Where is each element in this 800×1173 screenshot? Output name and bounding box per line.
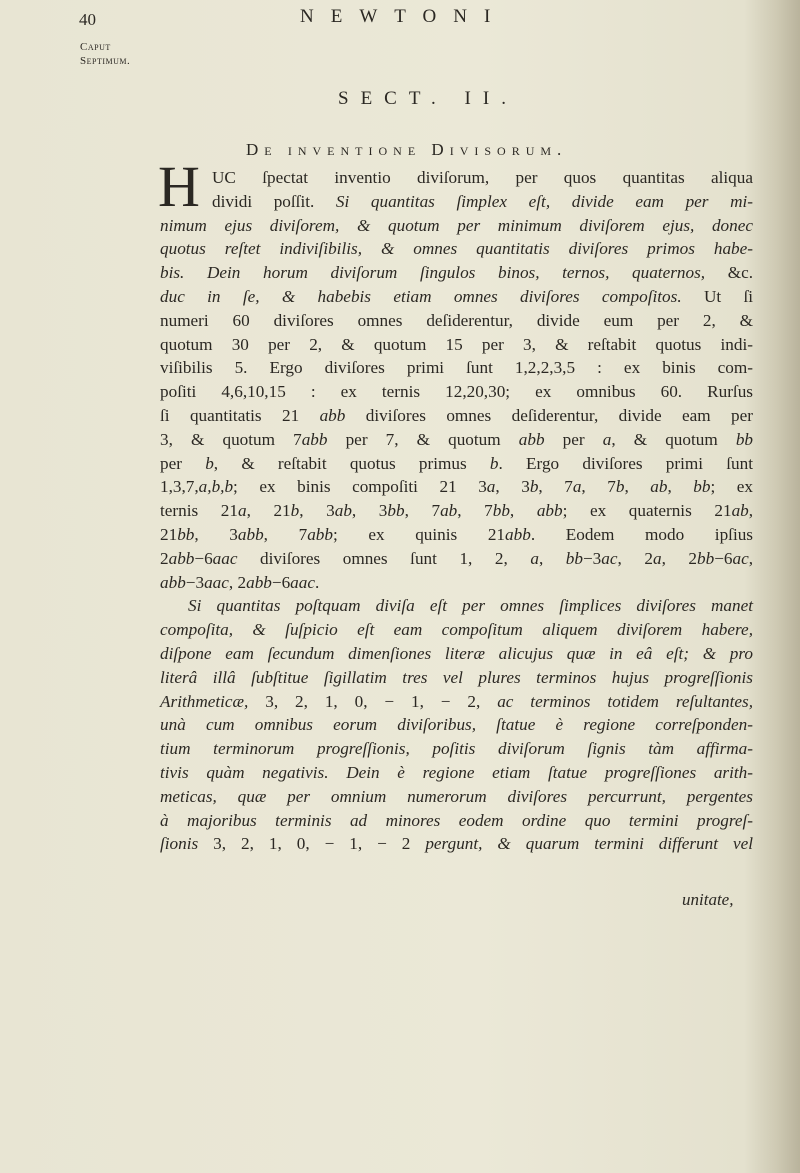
- roman-text: ,: [667, 477, 694, 497]
- margin-note-number: Septimum.: [80, 55, 131, 67]
- italic-text: ac: [601, 548, 618, 568]
- text-line: [160, 404, 753, 428]
- italic-text: a: [572, 477, 582, 497]
- text-line: [160, 237, 753, 261]
- italic-text: ab: [440, 501, 458, 521]
- text-line: [160, 785, 753, 809]
- text-line: [160, 832, 753, 856]
- italic-text: b: [290, 501, 300, 521]
- italic-text: ab: [650, 477, 668, 497]
- roman-text: viſibilis 5. Ergo diviſores primi ſunt 1,2,2,3,5 : ex binis com-: [160, 358, 753, 378]
- text-line: [160, 380, 753, 404]
- text-line: [160, 761, 753, 785]
- italic-text: a: [486, 477, 496, 497]
- text-line: [160, 428, 753, 452]
- text-line: [160, 809, 753, 833]
- italic-text: Si quantitas poſtquam diviſa eſt per omnes ſimplices diviſores manet: [188, 596, 753, 616]
- roman-text: diviſores omnes deſiderentur, divide eam per: [345, 405, 754, 425]
- roman-text: , 3: [194, 524, 238, 544]
- roman-text: , & quotum: [611, 429, 736, 449]
- italic-text: abb: [319, 405, 346, 425]
- italic-text: abb: [536, 501, 563, 521]
- roman-text: −6: [194, 548, 213, 568]
- roman-text: ternis 21: [160, 501, 238, 521]
- italic-text: ab: [731, 501, 749, 521]
- text-line: [160, 499, 753, 523]
- italic-text: bb: [387, 501, 405, 521]
- roman-text: quotum 30 per 2, & quotum 15 per 3, & reſtabit quotus indi-: [160, 334, 753, 354]
- text-line: [160, 166, 753, 190]
- roman-text: &c.: [705, 263, 753, 283]
- italic-text: a: [602, 429, 612, 449]
- roman-text: numeri 60 diviſores omnes deſiderentur, divide eum per 2, &: [160, 310, 753, 330]
- text-line: [160, 309, 753, 333]
- italic-text: literâ illâ ſubſtitue ſigillatim tres vel plures terminos hujus progreſſionis: [160, 667, 753, 687]
- roman-text: 2: [160, 548, 169, 568]
- italic-text: aac: [290, 572, 315, 592]
- italic-text: à majoribus terminis ad minores eodem ordine quo termini progreſ-: [160, 810, 753, 830]
- roman-text: 1,3,7,: [160, 477, 199, 497]
- roman-text: per: [544, 429, 603, 449]
- roman-text: , 7: [581, 477, 616, 497]
- italic-text: unà cum omnibus eorum diviſoribus, ſtatue è regione correſponden-: [160, 715, 753, 735]
- roman-text: , 3: [495, 477, 530, 497]
- italic-text: a,b,b: [198, 477, 234, 497]
- italic-text: bis. Dein horum diviſorum ſingulos binos, ternos, quaternos,: [160, 263, 706, 283]
- roman-text: , 2: [661, 548, 698, 568]
- roman-text: ,: [509, 501, 537, 521]
- page-number: 40: [79, 10, 96, 29]
- italic-text: b: [489, 453, 499, 473]
- italic-text: diſpone eam ſecundum dimenſiones literæ alicujus quæ in eâ eſt; & pro: [160, 643, 753, 663]
- roman-text: ſi quantitatis 21: [160, 405, 320, 425]
- roman-text: , 7: [404, 501, 441, 521]
- text-line: [160, 261, 753, 285]
- roman-text: −6: [271, 572, 291, 592]
- roman-text: poſiti 4,6,10,15 : ex ternis 12,20,30; ex omnibus 60. Rurſus: [160, 382, 753, 402]
- section-heading: De inventione Divisorum.: [246, 140, 568, 159]
- roman-text: 3, 2, 1, 0, − 1, − 2,: [248, 691, 498, 711]
- roman-text: . Eodem modo ipſius: [530, 524, 753, 544]
- roman-text: UC ſpectat inventio diviſorum, per quos quantitas aliqua: [212, 168, 753, 187]
- italic-text: quotus reſtet indiviſibilis, & omnes quantitatis diviſores primos habe-: [160, 239, 753, 259]
- roman-text: ; ex quaternis 21: [562, 501, 732, 521]
- text-line: [160, 666, 753, 690]
- text-line: [160, 594, 753, 618]
- italic-text: aac: [212, 548, 238, 568]
- text-line: [160, 713, 753, 737]
- running-head: NEWTONI: [300, 6, 508, 27]
- roman-text: 3, 2, 1, 0, − 1, − 2: [198, 834, 426, 854]
- catchword: unitate,: [682, 890, 734, 909]
- roman-text: ,: [624, 477, 651, 497]
- roman-text: , 2: [617, 548, 653, 568]
- italic-text: bb: [492, 501, 510, 521]
- roman-text: ; ex binis compoſiti 21 3: [233, 477, 487, 497]
- italic-text: b: [529, 477, 539, 497]
- italic-text: b: [615, 477, 625, 497]
- italic-text: ac: [732, 548, 749, 568]
- roman-text: , 21: [246, 501, 291, 521]
- italic-text: Si quantitas ſimplex eſt, divide eam per mi-: [335, 191, 753, 211]
- text-line: [160, 333, 753, 357]
- text-line: [160, 523, 753, 547]
- italic-text: bb: [177, 524, 195, 544]
- italic-text: a: [652, 548, 662, 568]
- italic-text: pergunt, & quarum termini differunt vel: [425, 834, 754, 854]
- roman-text: , 7: [263, 524, 308, 544]
- roman-text: , 7: [538, 477, 573, 497]
- italic-text: bb: [735, 429, 754, 449]
- italic-text: bb: [565, 548, 583, 568]
- roman-text: ,: [748, 548, 754, 568]
- italic-text: Arithmeticæ,: [160, 691, 249, 711]
- roman-text: Ut ſi: [681, 286, 754, 306]
- italic-text: abb: [237, 524, 264, 544]
- text-line: [160, 547, 753, 571]
- italic-text: meticas, quæ per omnium numerorum diviſores percurrunt, pergentes: [160, 786, 753, 806]
- italic-text: abb: [246, 572, 272, 592]
- italic-text: duc in ſe, & habebis etiam omnes diviſores compoſitos.: [160, 286, 682, 306]
- italic-text: abb: [301, 429, 328, 449]
- margin-note: [80, 40, 130, 68]
- text-line: [160, 285, 753, 309]
- roman-text: . Ergo diviſores primi ſunt: [498, 453, 753, 473]
- roman-text: diviſores omnes ſunt 1, 2,: [237, 548, 531, 568]
- roman-text: −3: [185, 572, 205, 592]
- italic-text: abb: [160, 572, 186, 592]
- section-title: SECT. II.: [338, 88, 518, 109]
- roman-text: −3: [582, 548, 602, 568]
- italic-text: compoſita, & ſuſpicio eſt eam compoſitum aliquem diviſorem habere,: [160, 620, 753, 640]
- roman-text: ,: [748, 501, 754, 521]
- italic-text: nimum ejus diviſorem, & quotum per minimum diviſorem ejus, donec: [160, 215, 753, 235]
- drop-cap: H: [158, 154, 200, 219]
- text-line: [160, 214, 753, 238]
- roman-text: 21: [160, 524, 178, 544]
- italic-text: tivis quàm negativis. Dein è regione etiam ſtatue progreſſiones arith-: [160, 762, 753, 782]
- text-line: [160, 356, 753, 380]
- italic-text: ab: [334, 501, 352, 521]
- italic-text: a: [237, 501, 247, 521]
- text-line: [160, 737, 753, 761]
- italic-text: bb: [693, 477, 711, 497]
- roman-text: 3, & quotum 7: [160, 429, 302, 449]
- roman-text: , 3: [351, 501, 388, 521]
- roman-text: .: [315, 572, 320, 592]
- text-line: [160, 690, 753, 714]
- text-line: [160, 618, 753, 642]
- italic-text: abb: [168, 548, 195, 568]
- italic-text: bb: [697, 548, 715, 568]
- text-line: [160, 475, 753, 499]
- roman-text: −6: [714, 548, 733, 568]
- italic-text: ac terminos totidem reſultantes,: [497, 691, 754, 711]
- body-text: [160, 166, 753, 856]
- roman-text: ,: [538, 548, 566, 568]
- italic-text: abb: [505, 524, 531, 544]
- margin-note-chapter: Caput: [80, 41, 111, 53]
- roman-text: ; ex quinis 21: [332, 524, 506, 544]
- roman-text: , & reſtabit quotus primus: [213, 453, 490, 473]
- text-line: [160, 452, 753, 476]
- roman-text: , 7: [457, 501, 493, 521]
- italic-text: b: [205, 453, 214, 473]
- italic-text: a: [530, 548, 539, 568]
- text-line: [160, 571, 753, 595]
- text-line: [160, 642, 753, 666]
- roman-text: ; ex: [710, 477, 753, 497]
- text-line: [160, 190, 753, 214]
- italic-text: ſionis: [160, 834, 199, 854]
- roman-text: per: [160, 453, 206, 473]
- roman-text: , 2: [228, 572, 247, 592]
- roman-text: per 7, & quotum: [327, 429, 519, 449]
- italic-text: abb: [518, 429, 545, 449]
- italic-text: aac: [204, 572, 229, 592]
- italic-text: tium terminorum progreſſionis, poſitis diviſorum ſignis tàm affirma-: [160, 739, 753, 759]
- roman-text: , 3: [299, 501, 335, 521]
- italic-text: abb: [307, 524, 333, 544]
- roman-text: dividi poſſit.: [212, 191, 336, 211]
